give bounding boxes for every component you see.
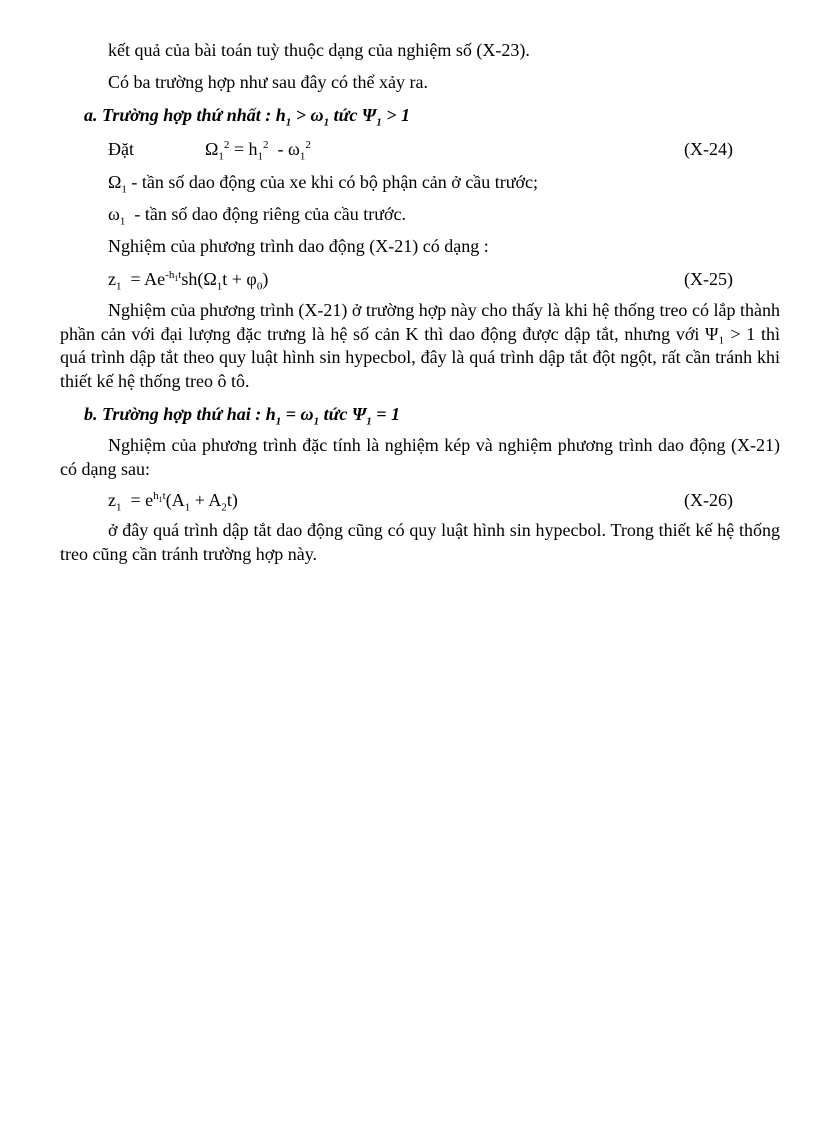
section-heading-b: b. Trường hợp thứ hai : $h_1 = \omega_1$ tức $\Psi_1 = 1$ — [84, 404, 401, 428]
equation-number: (X-25) — [684, 269, 733, 289]
text-line: kết quả của bài toán tuỳ thuộc dạng của nghiệm số (X-23). — [108, 40, 530, 60]
paragraph: ở đây quá trình dập tắt dao động cũng có quy luật hình sin hypecbol. Trong thiết kế hệ thống treo cũng cần tránh trường hợp này. — [60, 520, 780, 564]
section-heading-a: a. Trường hợp thứ nhất : $h_1 > \omega_1$ tức $\Psi_1 > 1$ — [84, 105, 411, 129]
paragraph: Nghiệm của phương trình (X-21) ở trường hợp này cho thấy là khi hệ thống treo có lắp thành phần cản với đại lượng đặc trưng là hệ số cản K thì dao động được dập tắt, nhưng với Ψ₁ > 1 thì quá trình dập tắt theo quy luật hình sin hypecbol, đây là quá trình dập tắt đột ngột, rất cần tránh khi thiết kế hệ thống treo ô tô. — [60, 300, 780, 391]
text-line: Có ba trường hợp như sau đây có thể xảy ra. — [108, 72, 428, 92]
equation-number: (X-26) — [684, 490, 733, 510]
definition-line: $\omega_1$ - tần số dao động riêng của cầu trước. — [108, 204, 407, 228]
paragraph: Nghiệm của phương trình đặc tính là nghiệm kép và nghiệm phương trình dao động (X-21) có dạng sau: — [60, 435, 780, 479]
equation-x25: $z_1 = Ae^{-h_1t}sh(\Omega_1t + \varphi_0)$ — [108, 269, 269, 293]
text-line: Nghiệm của phương trình dao động (X-21) có dạng : — [108, 236, 489, 256]
equation-number: (X-24) — [684, 139, 733, 159]
definition-line: $\Omega_1$ - tần số dao động của xe khi có bộ phận cản ở cầu trước; — [108, 172, 539, 196]
equation-x26: $z_1 = e^{h_1t}(A_1 + A_2t)$ — [108, 490, 238, 514]
equation-x24: Đặt $\Omega_1^2 = h_1^2 - \omega_1^2$ — [108, 139, 311, 163]
